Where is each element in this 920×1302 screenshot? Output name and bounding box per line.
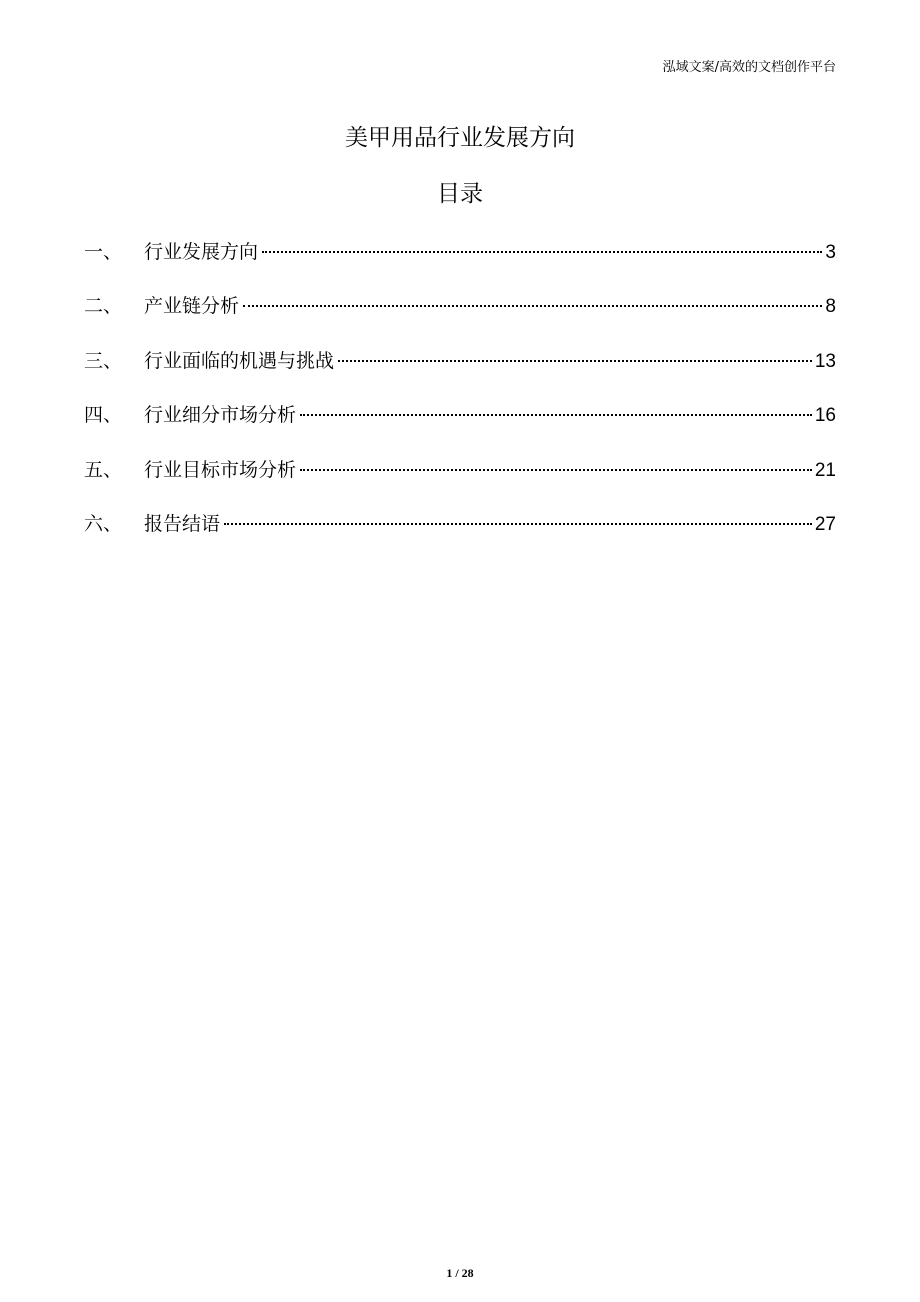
toc-entry[interactable] [84, 397, 836, 451]
toc-entry-page[interactable]: 3 [825, 242, 836, 263]
toc-dot-leader [300, 414, 812, 416]
toc-entry-title[interactable]: 行业面临的机遇与挑战 [144, 349, 335, 372]
toc-entry[interactable] [84, 343, 836, 397]
toc-entry-title[interactable]: 产业链分析 [144, 295, 240, 318]
toc-dot-leader [224, 523, 812, 525]
toc-entry-number: 四、 [84, 404, 123, 427]
toc-entry-page[interactable]: 21 [814, 459, 836, 481]
toc-entry-title[interactable]: 行业细分市场分析 [144, 404, 297, 427]
toc-entry[interactable] [84, 234, 836, 288]
toc-heading: 目录 [437, 181, 483, 207]
toc-entry-page[interactable]: 13 [814, 350, 836, 372]
toc-entry-number: 一、 [84, 241, 123, 263]
toc-dot-leader [243, 305, 822, 307]
toc-entry-title[interactable]: 行业发展方向 [144, 241, 259, 263]
toc-entry-number: 五、 [84, 458, 123, 481]
toc-entry-number: 三、 [84, 349, 123, 372]
toc-entry-number: 二、 [84, 295, 123, 318]
toc-entry-page[interactable]: 27 [814, 513, 836, 535]
document-title: 美甲用品行业发展方向 [345, 125, 575, 151]
toc-entry[interactable] [84, 452, 836, 506]
header-brand: 泓域文案/高效的文档创作平台 [662, 60, 836, 75]
toc-entry-title[interactable]: 报告结语 [144, 512, 221, 535]
toc-entry-page[interactable]: 16 [814, 405, 836, 427]
toc-dot-leader [300, 469, 812, 471]
toc-entry-number: 六、 [84, 512, 123, 535]
toc-entry-page[interactable]: 8 [825, 296, 836, 318]
toc-entry-title[interactable]: 行业目标市场分析 [144, 458, 297, 481]
page-indicator: 1 / 28 [446, 1266, 474, 1280]
toc-dot-leader [338, 360, 812, 362]
toc-entry[interactable] [84, 288, 836, 342]
toc-entry[interactable] [84, 506, 836, 560]
toc-dot-leader [262, 251, 822, 253]
table-of-contents [84, 234, 836, 560]
